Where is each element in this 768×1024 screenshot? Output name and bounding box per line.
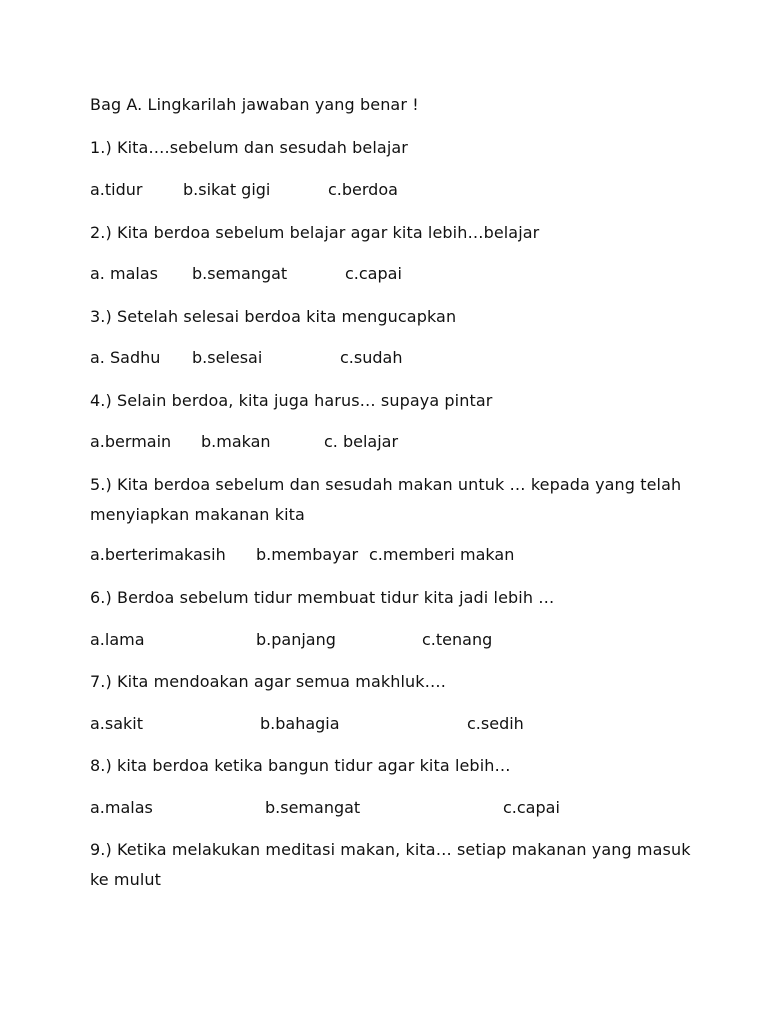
q5-option-c: c.memberi makan [369, 545, 515, 564]
question-4: 4.) Selain berdoa, kita juga harus… supaya pintar [90, 391, 493, 410]
q2-option-a: a. malas [90, 264, 158, 283]
question-9-line-1: 9.) Ketika melakukan meditasi makan, kita… setiap makanan yang masuk [90, 840, 691, 859]
q3-option-c: c.sudah [340, 348, 403, 367]
q8-option-c: c.capai [503, 798, 560, 817]
q4-option-b: b.makan [201, 432, 271, 451]
question-3: 3.) Setelah selesai berdoa kita mengucapkan [90, 307, 457, 326]
q8-option-b: b.semangat [265, 798, 361, 817]
q5-option-a: a.berterimakasih [90, 545, 226, 564]
q1-option-c: c.berdoa [328, 180, 398, 199]
q6-option-b: b.panjang [256, 630, 336, 649]
q8-option-a: a.malas [90, 798, 153, 817]
q6-option-c: c.tenang [422, 630, 493, 649]
q3-option-b: b.selesai [192, 348, 263, 367]
question-6: 6.) Berdoa sebelum tidur membuat tidur kita jadi lebih … [90, 588, 555, 607]
q3-option-a: a. Sadhu [90, 348, 161, 367]
question-1: 1.) Kita….sebelum dan sesudah belajar [90, 138, 408, 157]
q5-option-b: b.membayar [256, 545, 359, 564]
q2-option-c: c.capai [345, 264, 402, 283]
question-7: 7.) Kita mendoakan agar semua makhluk…. [90, 672, 446, 691]
section-heading: Bag A. Lingkarilah jawaban yang benar ! [90, 95, 419, 114]
q4-option-a: a.bermain [90, 432, 172, 451]
q7-option-a: a.sakit [90, 714, 144, 733]
q7-option-b: b.bahagia [260, 714, 340, 733]
q7-option-c: c.sedih [467, 714, 524, 733]
q4-option-c: c. belajar [324, 432, 399, 451]
q6-option-a: a.lama [90, 630, 145, 649]
question-5-line-1: 5.) Kita berdoa sebelum dan sesudah makan untuk … kepada yang telah [90, 475, 682, 494]
q1-option-a: a.tidur [90, 180, 143, 199]
question-9-line-2: ke mulut [90, 870, 162, 889]
q2-option-b: b.semangat [192, 264, 288, 283]
question-8: 8.) kita berdoa ketika bangun tidur agar kita lebih… [90, 756, 511, 775]
q1-option-b: b.sikat gigi [183, 180, 271, 199]
question-2: 2.) Kita berdoa sebelum belajar agar kita lebih…belajar [90, 223, 540, 242]
question-5-line-2: menyiapkan makanan kita [90, 505, 305, 524]
